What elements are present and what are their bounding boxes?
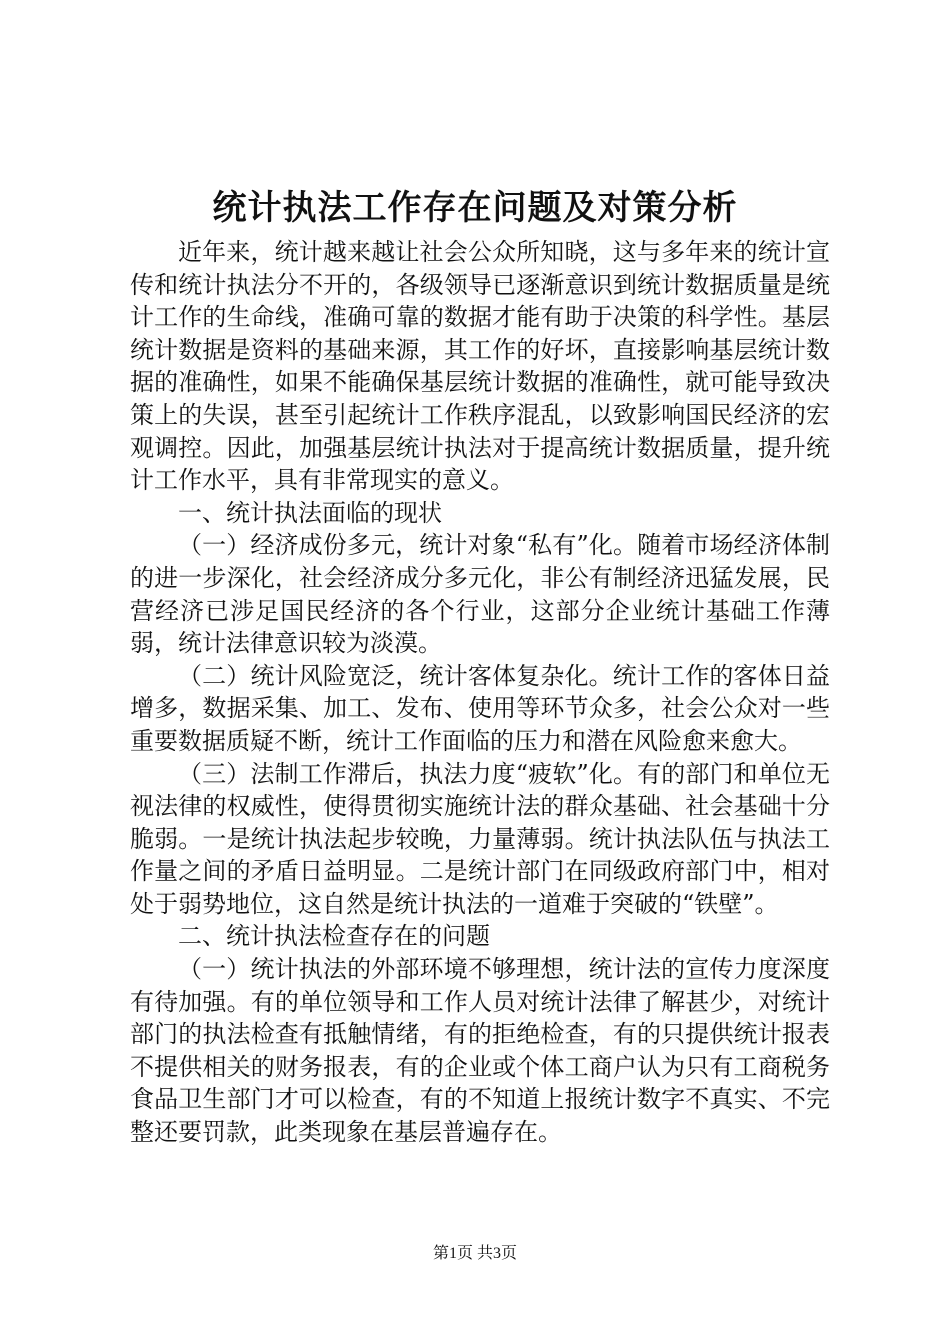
paragraph-1-2: （二）统计风险宽泛，统计客体复杂化。统计工作的客体日益增多，数据采集、加工、发布、使用等环节众多，社会公众对一些重要数据质疑不断，统计工作面临的压力和潜在风险愈来愈大。 [130,661,830,755]
paragraph-1-3: （三）法制工作滞后，执法力度“疲软”化。有的部门和单位无视法律的权威性，使得贯彻实施统计法的群众基础、社会基础十分脆弱。一是统计执法起步较晚，力量薄弱。统计执法队伍与执法工作量之间的矛盾日益明显。二是统计部门在同级政府部门中，相对处于弱势地位，这自然是统计执法的一道难于突破的“铁壁”。 [130,759,830,918]
section-heading-1: 一、统计执法面临的现状 [178,498,442,527]
paragraph-intro: 近年来，统计越来越让社会公众所知晓，这与多年来的统计宣传和统计执法分不开的，各级领导已逐渐意识到统计数据质量是统计工作的生命线，准确可靠的数据才能有助于决策的科学性。基层统计数据是资料的基础来源，其工作的好坏，直接影响基层统计数据的准确性，如果不能确保基层统计数据的准确性，就可能导致决策上的失误，甚至引起统计工作秩序混乱，以致影响国民经济的宏观调控。因此，加强基层统计执法对于提高统计数据质量，提升统计工作水平，具有非常现实的意义。 [130,238,830,495]
document-body [130,236,830,1149]
paragraph-1-1: （一）经济成份多元，统计对象“私有”化。随着市场经济体制的进一步深化，社会经济成分多元化，非公有制经济迅猛发展，民营经济已涉足国民经济的各个行业，这部分企业统计基础工作薄弱，统计法律意识较为淡漠。 [130,531,830,658]
paragraph-2-1: （一）统计执法的外部环境不够理想，统计法的宣传力度深度有待加强。有的单位领导和工作人员对统计法律了解甚少，对统计部门的执法检查有抵触情绪，有的拒绝检查，有的只提供统计报表不提供相关的财务报表，有的企业或个体工商户认为只有工商税务食品卫生部门才可以检查，有的不知道上报统计数字不真实、不完整还要罚款，此类现象在基层普遍存在。 [130,955,830,1147]
page-footer: 第1页 共3页 [432,1245,517,1262]
section-heading-2: 二、统计执法检查存在的问题 [178,922,490,951]
document-title: 统计执法工作存在问题及对策分析 [212,188,738,228]
